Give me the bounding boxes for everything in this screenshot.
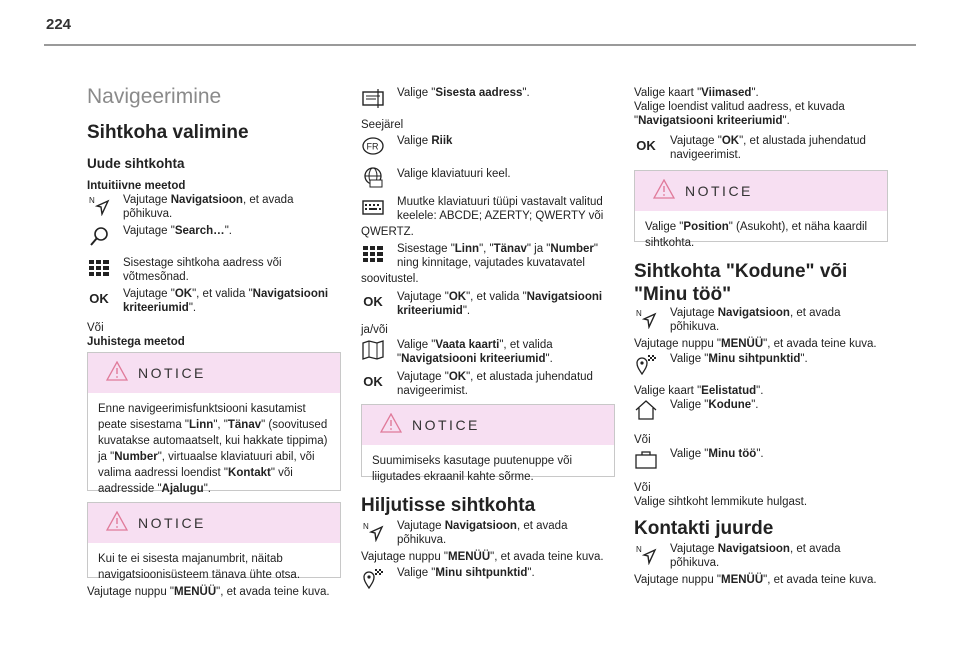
briefcase-icon <box>634 447 658 471</box>
step-enter-address: Valige "Sisesta aadress". <box>361 86 530 110</box>
heading-home: Sihtkohta "Kodune" või "Minu töö" <box>634 261 848 305</box>
qwertz-text: QWERTZ. <box>361 226 414 238</box>
suggestions-text: soovitustel. <box>361 273 419 285</box>
navigation-icon <box>361 519 385 543</box>
keyboard-grid-icon <box>87 256 111 280</box>
map-icon <box>361 338 385 362</box>
ok-icon: OK <box>363 294 383 309</box>
notice-box-2 <box>87 502 341 581</box>
step-ok: OK Vajutage "OK", et alustada juhendatud navigeerimist. <box>634 134 890 162</box>
then-label: Seejärel <box>361 119 404 131</box>
or-label: Või <box>87 322 104 334</box>
step-ok: OK Vajutage "OK", et valida "Navigatsiooni kriteeriumid". <box>361 290 617 318</box>
step-home: Valige "Kodune". <box>634 398 759 422</box>
notice-text: Kui te ei sisesta majanumbrit, näitab navigatsioonisüsteem tänava ühte otsa. <box>98 553 301 581</box>
svg-text:N: N <box>636 545 642 554</box>
step-ok: OK Vajutage "OK", et valida "Navigatsiooni kriteeriumid". <box>87 287 343 315</box>
menu-step: Vajutage nuppu "MENÜÜ", et avada teine kuva. <box>87 586 330 598</box>
notice-text: Enne navigeerimisfunktsiooni kasutamist peate sisestama "Linn", "Tänav" (soovitused kuvatakse automaatselt, kui hakkate tippima) ja "Number", virtuaalse klaviatuuri abil, või valima aadressi loendist "Kontakt" või aadresside "Ajalugu". <box>98 403 328 495</box>
notice-heading: NOTICE <box>412 417 480 433</box>
step-search: Vajutage "Search…". <box>87 224 232 248</box>
globe-keyboard-icon <box>361 165 385 189</box>
warning-icon <box>380 413 402 437</box>
step-navigation: N Vajutage Navigatsioon, et avada põhikuva. <box>636 543 841 569</box>
heading-contact: Kontakti juurde <box>634 518 774 539</box>
step-my-destinations: Valige "Minu sihtpunktid". <box>634 352 808 376</box>
notice-heading: NOTICE <box>138 365 206 381</box>
home-icon <box>634 398 658 422</box>
step-country: FR Valige Riik <box>361 134 452 158</box>
and-or-label: ja/või <box>361 324 388 336</box>
notice-box-3 <box>361 404 615 483</box>
page-number: 224 <box>46 16 72 33</box>
ok-icon: OK <box>636 138 656 153</box>
notice-heading: NOTICE <box>685 183 753 199</box>
step-enter-address: Sisestage sihtkoha aadress või võtmesõnad. <box>87 256 282 284</box>
heading-destination: Sihtkoha valimine <box>87 122 249 143</box>
keyboard-grid-icon <box>361 242 385 266</box>
menu-step: Vajutage nuppu "MENÜÜ", et avada teine kuva. <box>361 551 604 563</box>
step-start-guidance: OK Vajutage "OK", et alustada juhendatud navigeerimist. <box>361 370 617 398</box>
country-fr-icon <box>361 134 385 158</box>
step-navigation: N Vajutage Navigatsioon, et avada põhikuva. <box>636 307 841 333</box>
recent-tab-text: Valige kaart "Viimased". Valige loendist valitud aadress, et kuvada "Navigatsiooni kriteeriumid". <box>634 87 845 127</box>
navigation-icon <box>87 193 111 217</box>
my-destinations-icon <box>634 352 658 376</box>
address-entry-icon <box>361 86 385 110</box>
warning-icon <box>106 361 128 385</box>
step-keyboard-language: Valige klaviatuuri keel. <box>361 165 511 189</box>
intuitive-method-label: Intuitiivne meetod <box>87 180 186 192</box>
svg-text:N: N <box>363 522 369 531</box>
favorites-tab-text: Valige kaart "Eelistatud". <box>634 385 764 397</box>
keyboard-icon <box>361 195 385 219</box>
ok-icon: OK <box>89 291 109 306</box>
section-title: Navigeerimine <box>87 85 222 108</box>
notice-text: Valige "Position" (Asukoht), et näha kaardil sihtkohta. <box>645 221 868 249</box>
search-icon <box>87 224 111 248</box>
my-destinations-icon <box>361 566 385 590</box>
or-label: Või <box>634 482 651 494</box>
svg-text:FR: FR <box>366 141 379 152</box>
notice-text: Suumimiseks kasutage puutenuppe või liigutades ekraanil kahte sõrme. <box>372 455 573 483</box>
svg-text:N: N <box>89 196 95 205</box>
navigation-icon <box>634 306 658 330</box>
step-navigation: N Vajutage Navigatsioon, et avada põhikuva. <box>363 520 568 546</box>
heading-new-destination: Uude sihtkohta <box>87 156 185 171</box>
favorites-text: Valige sihtkoht lemmikute hulgast. <box>634 496 808 508</box>
notice-heading: NOTICE <box>138 515 206 531</box>
step-work: Valige "Minu töö". <box>634 447 764 471</box>
notice-box-1 <box>87 352 341 495</box>
warning-icon <box>653 179 675 203</box>
ok-icon: OK <box>363 374 383 389</box>
step-navigation: N Vajutage Navigatsioon, et avada põhikuva. <box>89 194 294 220</box>
header-divider <box>44 44 916 46</box>
step-view-map: Valige "Vaata kaarti", et valida "Navigatsiooni kriteeriumid". <box>361 338 617 366</box>
heading-recent: Hiljutisse sihtkohta <box>361 495 536 516</box>
step-keyboard-type: Muutke klaviatuuri tüüpi vastavalt valitud keelele: ABCDE; AZERTY; QWERTY või <box>361 195 603 223</box>
step-my-destinations: Valige "Minu sihtpunktid". <box>361 566 535 590</box>
menu-step: Vajutage nuppu "MENÜÜ", et avada teine kuva. <box>634 338 877 350</box>
svg-text:N: N <box>636 309 642 318</box>
navigation-icon <box>634 542 658 566</box>
notice-box-4 <box>634 170 888 249</box>
guided-method-label: Juhistega meetod <box>87 336 185 348</box>
warning-icon <box>106 511 128 535</box>
or-label: Või <box>634 434 651 446</box>
step-enter-city: Sisestage "Linn", "Tänav" ja "Number" ning kinnitage, vajutades kuvatavatel <box>361 242 617 270</box>
menu-step: Vajutage nuppu "MENÜÜ", et avada teine kuva. <box>634 574 877 586</box>
